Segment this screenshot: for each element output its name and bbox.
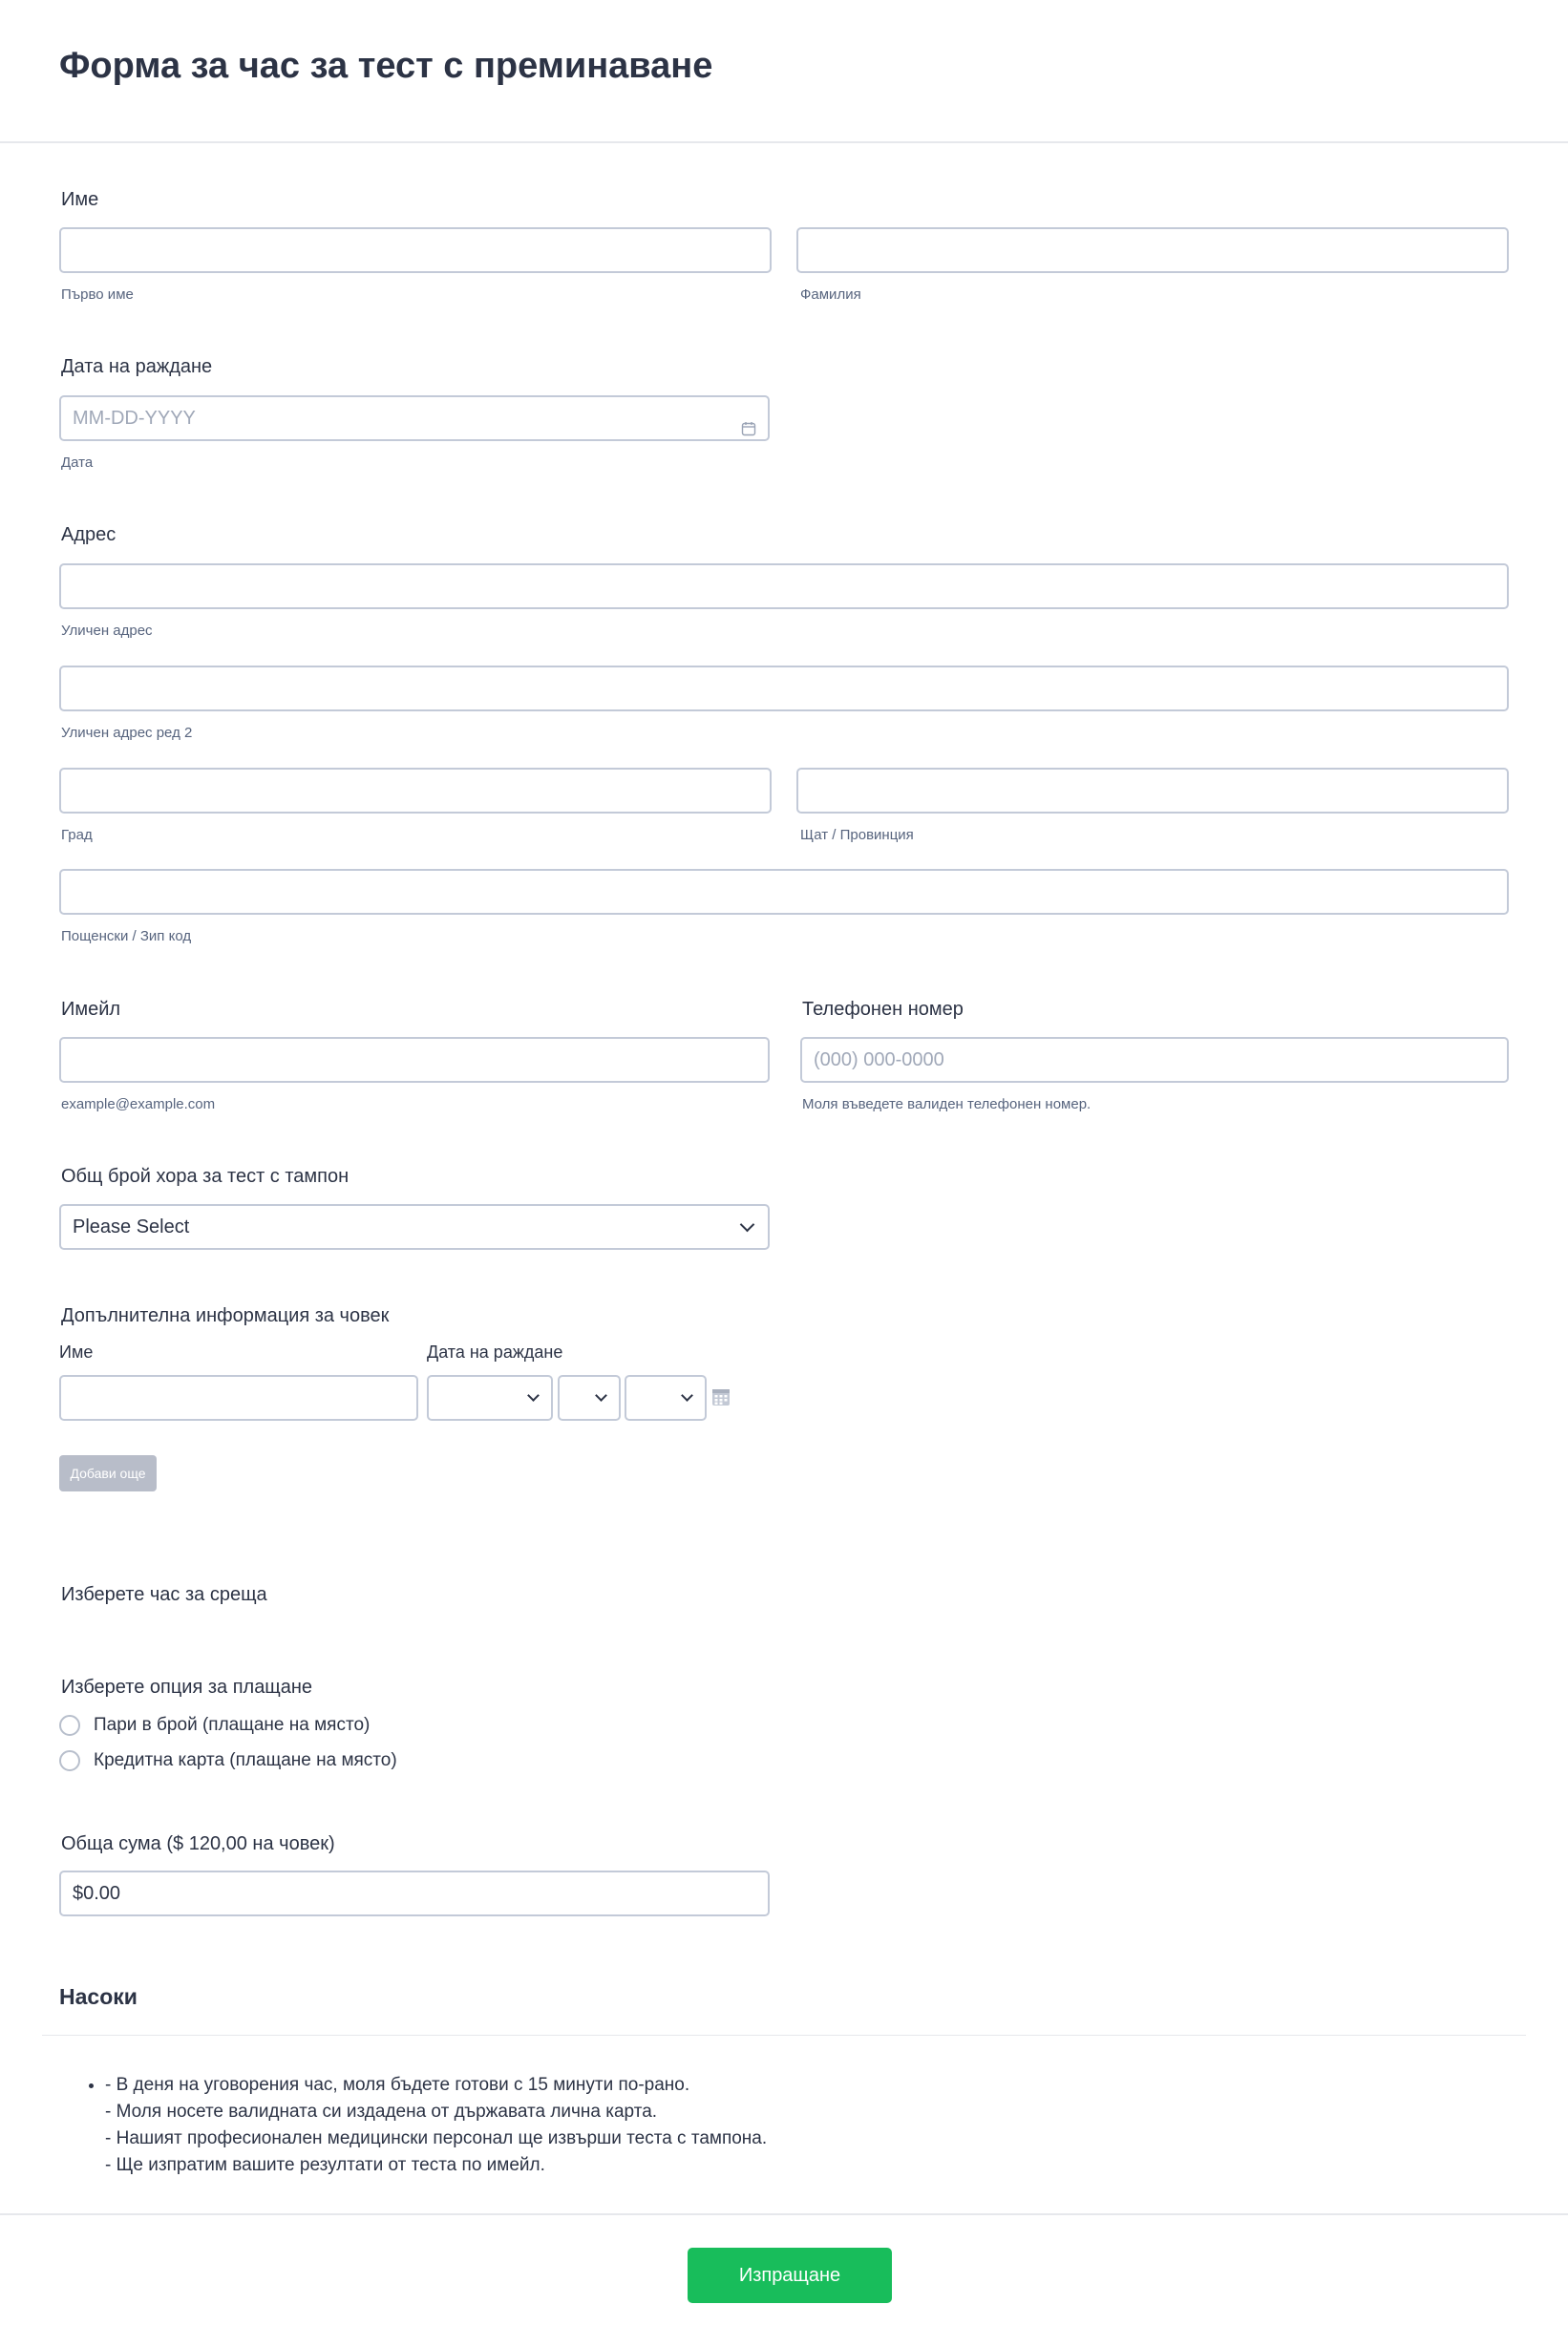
form-header — [0, 0, 1568, 143]
state-input[interactable] — [796, 768, 1509, 814]
chevron-down-icon — [595, 1389, 607, 1402]
total-label: Обща сума ($ 120,00 на човек) — [61, 1833, 335, 1854]
total-amount-value: $0.00 — [73, 1883, 121, 1904]
payment-option-cash[interactable]: Пари в брой (плащане на място) — [94, 1715, 371, 1735]
guidelines-list-item — [105, 2072, 767, 2179]
payment-label: Изберете опция за плащане — [61, 1677, 313, 1698]
total-amount-field — [59, 1871, 770, 1916]
guideline-line: • - В деня на уговорения час, моля бъдете готови с 15 минути по-рано. — [105, 2075, 690, 2095]
people-count-selected: Please Select — [73, 1216, 190, 1237]
chevron-down-icon — [681, 1389, 693, 1402]
submit-button[interactable]: Изпращане — [688, 2248, 892, 2303]
street-address-input[interactable] — [59, 563, 1509, 609]
birthdate-label: Дата на раждане — [61, 356, 213, 377]
additional-name-input[interactable] — [59, 1375, 418, 1421]
phone-label: Телефонен номер — [802, 999, 964, 1020]
additional-info-label: Допълнителна информация за човек — [61, 1305, 390, 1326]
email-sublabel: example@example.com — [61, 1096, 216, 1112]
guidelines-list — [86, 2072, 767, 2179]
zip-input[interactable] — [59, 869, 1509, 915]
payment-radio-cash[interactable] — [59, 1715, 80, 1736]
add-more-button[interactable]: Добави още — [59, 1455, 157, 1491]
phone-placeholder: (000) 000-0000 — [814, 1049, 944, 1070]
dob-month-select[interactable] — [427, 1375, 553, 1421]
city-input[interactable] — [59, 768, 772, 814]
guideline-line: - Моля носете валидната си издадена от държавата лична карта. — [105, 2102, 658, 2122]
payment-radio-card[interactable] — [59, 1750, 80, 1771]
city-sublabel: Град — [61, 827, 93, 843]
phone-sublabel: Моля въведете валиден телефонен номер. — [802, 1096, 1091, 1112]
email-input[interactable] — [59, 1037, 770, 1083]
calendar-icon[interactable] — [741, 410, 756, 425]
guideline-line: - Нашият професионален медицински персонал ще извърши теста с тампона. — [105, 2128, 768, 2148]
chevron-down-icon — [527, 1389, 540, 1402]
guideline-line: - Ще изпратим вашите резултати от теста по имейл. — [105, 2155, 545, 2175]
first-name-input[interactable] — [59, 227, 772, 273]
first-name-sublabel: Първо име — [61, 286, 134, 303]
payment-option-card[interactable]: Кредитна карта (плащане на място) — [94, 1750, 397, 1770]
zip-sublabel: Пощенски / Зип код — [61, 928, 192, 944]
phone-input[interactable] — [800, 1037, 1509, 1083]
chevron-down-icon — [740, 1217, 755, 1233]
guidelines-heading: Насоки — [59, 1984, 138, 2009]
street-address-2-input[interactable] — [59, 666, 1509, 711]
people-count-select[interactable] — [59, 1204, 770, 1250]
street-address-2-sublabel: Уличен адрес ред 2 — [61, 725, 193, 741]
street-address-sublabel: Уличен адрес — [61, 623, 153, 639]
calendar-icon[interactable] — [711, 1387, 731, 1411]
birthdate-sublabel: Дата — [61, 455, 94, 471]
additional-dob-column-header: Дата на раждане — [427, 1343, 563, 1362]
page-title: Форма за час за тест с преминаване — [59, 46, 713, 86]
appointment-label: Изберете час за среща — [61, 1584, 267, 1605]
address-label: Адрес — [61, 524, 117, 545]
last-name-sublabel: Фамилия — [800, 286, 861, 303]
additional-name-column-header: Име — [59, 1343, 94, 1362]
name-label: Име — [61, 189, 99, 210]
email-label: Имейл — [61, 999, 121, 1020]
state-sublabel: Щат / Провинция — [800, 827, 914, 843]
birthdate-placeholder: MM-DD-YYYY — [73, 408, 196, 429]
last-name-input[interactable] — [796, 227, 1509, 273]
dob-day-select[interactable] — [558, 1375, 621, 1421]
dob-year-select[interactable] — [625, 1375, 707, 1421]
people-count-label: Общ брой хора за тест с тампон — [61, 1166, 350, 1187]
guidelines-divider — [42, 2035, 1526, 2036]
birthdate-input[interactable] — [59, 395, 770, 441]
